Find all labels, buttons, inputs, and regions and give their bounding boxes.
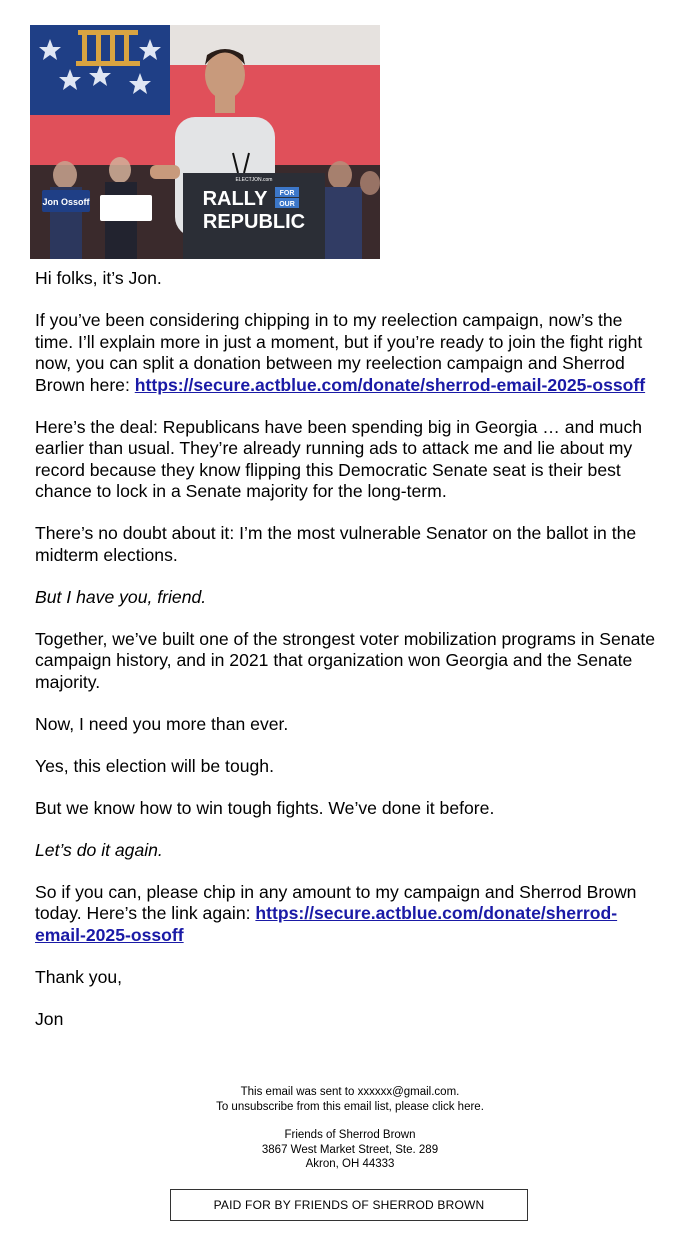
email-body xyxy=(35,268,665,1051)
hero-image xyxy=(30,25,380,259)
donate-link-2[interactable]: https://secure.actblue.com/donate/sherrod-email-2025-ossoff xyxy=(35,903,618,945)
do-it-again-text: Let’s do it again. xyxy=(35,839,163,860)
paragraph-do-it-again xyxy=(35,840,665,862)
paragraph-tough: Yes, this election will be tough. xyxy=(35,755,274,776)
podium xyxy=(183,173,325,259)
paragraph-donate-intro-text: If you’ve been considering chipping in to my reelection campaign, now’s the time. I’ll explain more in just a moment, but if you’re ready to join the fight right now, you can split a donation between my reelection campaign and Sherrod Brown here: xyxy=(35,310,643,395)
email-footer xyxy=(0,1085,700,1172)
podium-site: ELECTJON.com xyxy=(235,177,273,183)
paragraph-chip-in-text: So if you can, please chip in any amount to my campaign and Sherrod Brown today. Here’s the link again: xyxy=(35,881,637,923)
org-name: Friends of Sherrod Brown xyxy=(284,1129,416,1141)
paragraph-chip-in xyxy=(35,882,665,947)
org-street: 3867 West Market Street, Ste. 289 xyxy=(261,1143,439,1156)
signoff: Thank you, xyxy=(35,966,123,987)
paragraph-win-fights: But we know how to win tough fights. We’ve done it before. xyxy=(35,797,495,818)
paragraph-donate-intro xyxy=(35,310,665,396)
podium-our: OUR xyxy=(279,201,295,208)
paid-for-disclaimer xyxy=(170,1189,528,1221)
podium-rally: RALLY xyxy=(202,188,268,210)
sent-to-notice: This email was sent to xxxxxx@gmail.com. xyxy=(240,1086,460,1098)
paragraph-the-deal: Here’s the deal: Republicans have been spending big in Georgia … and much earlier than usual. They’re already running ads to attack me and lie about my record because they know flipping this Democratic Senate seat is their best chance to lock in a Senate majority for the long-term. xyxy=(35,416,643,501)
greeting: Hi folks, it’s Jon. xyxy=(35,268,162,288)
podium-for: FOR xyxy=(279,190,295,197)
paid-for-text: PAID FOR BY FRIENDS OF SHERROD BROWN xyxy=(213,1198,485,1212)
paragraph-vulnerable: There’s no doubt about it: I’m the most vulnerable Senator on the ballot in the midterm elections. xyxy=(35,523,637,565)
donate-link-1[interactable]: https://secure.actblue.com/donate/sherrod-email-2025-ossoff xyxy=(134,374,646,395)
paragraph-have-you xyxy=(35,587,665,609)
podium-republic: REPUBLIC xyxy=(202,211,306,233)
crowd-sign-left-text: Jon Ossoff xyxy=(42,197,90,207)
have-you-text: But I have you, friend. xyxy=(35,586,207,607)
org-city: Akron, OH 44333 xyxy=(305,1158,395,1170)
paragraph-need-you: Now, I need you more than ever. xyxy=(35,713,289,734)
paragraph-together: Together, we’ve built one of the strongest voter mobilization programs in Senate campaign history, and in 2021 that organization won Georgia and the Senate majority. xyxy=(35,628,656,692)
signature: Jon xyxy=(35,1008,64,1029)
unsubscribe-link[interactable]: To unsubscribe from this email list, please click here. xyxy=(216,1100,484,1113)
